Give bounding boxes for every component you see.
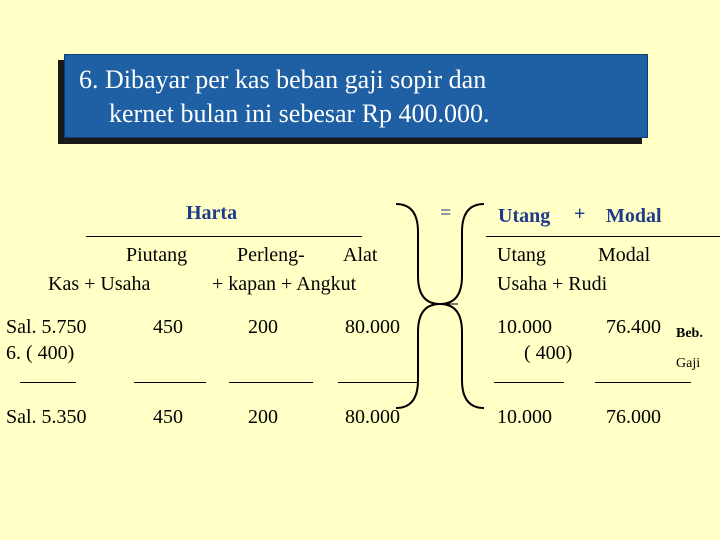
sum-rule-perlengkapan: [229, 382, 313, 383]
equity-heading: Modal: [606, 205, 662, 227]
note-beb: Beb.: [676, 326, 703, 341]
row1-utang: 10.000: [497, 316, 552, 338]
column-utang: Utang: [497, 244, 546, 266]
sum-rule-alat: [338, 382, 418, 383]
column-piutang: Piutang: [126, 244, 188, 266]
row1-piutang: 450: [153, 316, 183, 338]
sum-rule-utang: [494, 382, 564, 383]
row1-label: Sal. 5.750: [6, 316, 87, 338]
column-perleng: Perleng-: [237, 244, 305, 266]
transaction-label: 6. ( 400): [6, 342, 75, 364]
row2-piutang: 450: [153, 406, 183, 428]
sum-rule-modal: [595, 382, 691, 383]
column-alat: Alat: [343, 244, 378, 266]
row2-utang: 10.000: [497, 406, 552, 428]
column-kapan-angkut: + kapan + Angkut: [212, 273, 357, 295]
row1-perlengkapan: 200: [248, 316, 278, 338]
right-brace: [440, 204, 484, 408]
equals-sign: =: [440, 202, 452, 224]
liabilities-heading: Utang: [498, 205, 551, 227]
row1-modal: 76.400: [606, 316, 661, 338]
title-line-1: 6. Dibayar per kas beban gaji sopir dan: [79, 65, 487, 94]
assets-heading: Harta: [186, 202, 238, 224]
left-brace: [396, 204, 440, 408]
note-gaji: Gaji: [676, 356, 701, 371]
column-kas-usaha: Kas + Usaha: [48, 273, 151, 295]
sum-rule-kas: [20, 382, 76, 383]
header-plus: +: [574, 203, 586, 225]
transaction-modal: ( 400): [524, 342, 573, 364]
column-usaha-rudi: Usaha + Rudi: [497, 273, 608, 295]
row1-alat: 80.000: [345, 316, 400, 338]
column-modal: Modal: [598, 244, 651, 266]
row2-alat: 80.000: [345, 406, 400, 428]
row2-label: Sal. 5.350: [6, 406, 87, 428]
title-line-2: kernet bulan ini sebesar Rp 400.000.: [109, 99, 490, 128]
row2-perlengkapan: 200: [248, 406, 278, 428]
sum-rule-piutang: [134, 382, 206, 383]
row2-modal: 76.000: [606, 406, 661, 428]
